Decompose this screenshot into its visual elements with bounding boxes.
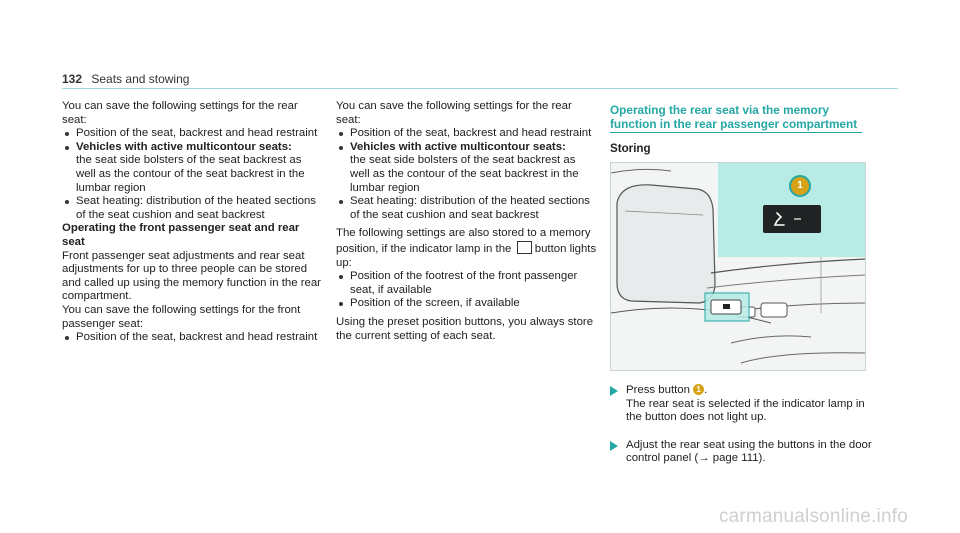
list-item: Seat heating: distribution of the heated sections of the seat cushion and seat backrest xyxy=(62,195,324,222)
section-rule xyxy=(610,132,862,133)
list-item: Position of the footrest of the front passenger seat, if available xyxy=(336,270,598,297)
step-arrow-icon xyxy=(610,386,618,396)
list-item: Position of the screen, if available xyxy=(336,297,598,311)
step-item: Press button 1 . The rear seat is selected if the indicator lamp in the button does not light up. xyxy=(610,384,880,425)
column-2 xyxy=(336,100,598,343)
steps-list xyxy=(610,384,880,480)
list-item: Position of the seat, backrest and head restraint xyxy=(336,127,598,141)
column-1 xyxy=(62,100,324,345)
list-item: Vehicles with active multicontour seats: the seat side bolsters of the seat backrest as well as the contour of the seat backrest in the lumbar region xyxy=(62,141,324,195)
col2-intro: You can save the following settings for the rear seat: xyxy=(336,100,572,126)
list-item: Position of the seat, backrest and head restraint xyxy=(62,127,324,141)
step-arrow-icon xyxy=(610,441,618,451)
header-rule xyxy=(62,88,898,89)
memory-button-icon xyxy=(517,241,532,254)
watermark: carmanualsonline.info xyxy=(718,506,908,527)
callout-number: 1 xyxy=(693,384,704,395)
list-item: Vehicles with active multicontour seats: the seat side bolsters of the seat backrest as well as the contour of the seat backrest in the lumbar region xyxy=(336,141,598,195)
col1-heading: Operating the front passenger seat and rear seat xyxy=(62,222,300,248)
section-title: Operating the rear seat via the memory function in the rear passenger compartment xyxy=(610,103,858,131)
page-reference-arrow: → xyxy=(698,452,710,465)
col1-para2: You can save the following settings for the front passenger seat: xyxy=(62,303,301,330)
col2-para3: Using the preset position buttons, you always store the current setting of each seat. xyxy=(336,315,594,342)
list-item: Seat heating: distribution of the heated sections of the seat cushion and seat backrest xyxy=(336,195,598,222)
page-link[interactable]: page 111). xyxy=(709,452,766,465)
col1-intro: You can save the following settings for the rear seat: xyxy=(62,100,298,126)
chapter-title: Seats and stowing xyxy=(91,72,190,86)
col1-para1: Front passenger seat adjustments and rear seat adjustments for up to three people can be stored and called up using the memory function in the rear compartment. xyxy=(62,249,321,303)
callout-badge: 1 xyxy=(789,175,811,197)
door-panel-svg xyxy=(611,163,865,370)
step-item: Adjust the rear seat using the buttons in the door control panel (→ page 111). xyxy=(610,439,880,466)
door-panel-illustration xyxy=(610,162,866,371)
page-number: 132 xyxy=(62,72,83,86)
page-header xyxy=(62,72,189,86)
storing-heading: Storing xyxy=(610,142,651,155)
col2-para: The following settings are also stored to a memory position, if the indicator lamp in the button lights up: xyxy=(336,227,597,269)
list-item: Position of the seat, backrest and head restraint xyxy=(62,331,324,345)
